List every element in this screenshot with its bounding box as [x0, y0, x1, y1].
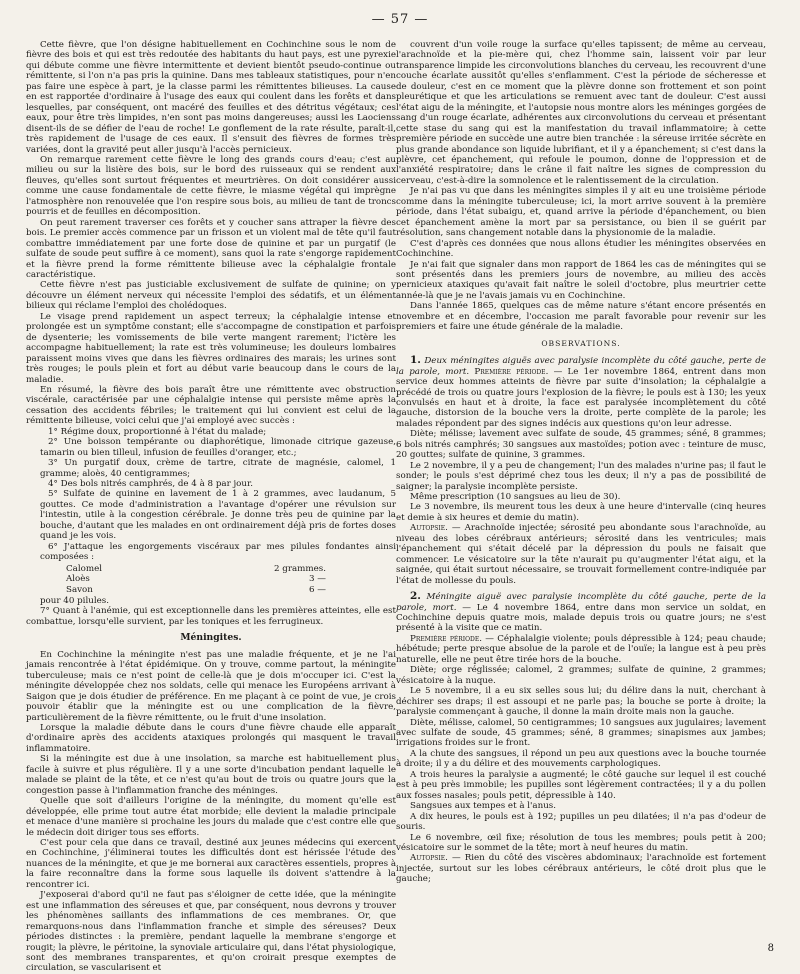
obs2-period-label: Première période.: [410, 633, 482, 644]
treatment-item-7: 7° Quant à l'anémie, qui est exceptionnelle dans les premières atteintes, elle est combattue, lorsqu'elle survient, par les toniques et les ferrugineux.: [26, 606, 396, 627]
obs1-number: 1.: [410, 354, 421, 367]
left-column: [26, 40, 396, 974]
treatment-item: 4° Des bols nitrés camphrés, de 4 à 8 par jour.: [48, 479, 253, 490]
obs2-autopsy: — Rien du côté des viscères abdominaux; l'arachnoïde est fortement injectée, surtout sur les lobes cérébraux antérieurs, le côté droit plus que le gauche;: [396, 853, 766, 885]
meningites-continued: [396, 40, 766, 333]
recipe-row: [66, 585, 326, 595]
paragraph: Cette fièvre n'est pas justiciable exclusivement de sulfate de quinine; on y découvre un élément nerveux qui nécessite l'emploi des sédatifs, et un élément bilieux qui réclame l'emploi des cholédoques.: [26, 280, 396, 312]
obs1-autopsy: — Arachnoïde injectée; sérosité peu abondante sous l'arachnoïde, au niveau des lobes cérébraux antérieurs; sérosité dans les ventricules; mais l'épanchement qui s'était décelé par la dépression du pouls ne faisait que commencer. Le vésicatoire sur la tête n'aurait pu qu'augmenter l'état aigu, et la saignée, qui était surtout nécessaire, se trouvait formellement contre-indiquée par l'état de mollesse du pouls.: [396, 523, 766, 586]
recipe-ingredient: Calomel: [66, 563, 102, 574]
observation-note: Diète; mélisse; lavement avec sulfate de soude, 45 grammes; séné, 8 grammes; 6 bols nitrés camphrés; 30 sangsues aux mastoïdes; potion avec : teinture de musc, 20 gouttes; sulfate de quinine, 3 grammes.: [396, 429, 766, 461]
page-number: — 57 —: [371, 12, 429, 27]
pill-recipe: [66, 564, 326, 595]
observation-note: Le 2 novembre, il y a peu de changement; l'un des malades n'urine pas; il faut le sonder; le pouls s'est déprimé chez tous les deux; il n'y a pas de possibilité de saigner; la paralysie incomplète persiste.: [396, 460, 766, 492]
treatment-item: 6° J'attaque les engorgements viscéraux par mes pilules fondantes ainsi composées :: [40, 541, 396, 563]
paragraph: En résumé, la fièvre des bois paraît être une rémittente avec obstruction viscérale, caractérisée par une céphalalgie intense qui persiste même après la cessation des accidents fébriles; le traitement qui lui convient est celui de la rémittente bilieuse, voici celui que j'ai employé avec succès :: [26, 384, 396, 427]
observation-note: A la chute des sangsues, il répond un peu aux questions avec la bouche tournée à droite; il y a du délire et des mouvements carphologiques.: [396, 748, 766, 770]
observation-note: A dix heures, le pouls est à 192; pupilles un peu dilatées; il n'a pas d'odeur de souris.: [396, 811, 766, 833]
section-title-meningites: Méningites.: [180, 632, 242, 644]
paragraph: Je n'ai fait que signaler dans mon rapport de 1864 les cas de méningites qui se sont présentés dans les premiers jours de novembre, au milieu des accès pernicieux ataxiques qu'avait fait naître le soleil d'octobre, plus meurtrier cette année-là que je ne l'avais jamais vu en Cochinchine.: [396, 259, 766, 301]
treatment-item: 3° Un purgatif doux, crème de tartre, citrate de magnésie, calomel, 1 gramme; aloès, 40 centigrammes;: [40, 458, 396, 479]
paragraph: Je n'ai pas vu que dans les méningites simples il y ait eu une troisième période comme dans la méningite tuberculeuse; ici, la mort arrive souvent à la première période, dans l'état subaigu, et, quand arrive la période d'épanchement, ou bien cet épanchement amène la mort par sa persistance, ou bien il se guérit par résolution, sans changement notable dans la physionomie de la maladie.: [396, 186, 766, 239]
recipe-row: [66, 574, 326, 584]
paragraph: couvrent d'un voile rouge la surface qu'elles tapissent; de même au cerveau, l'arachnoïde et la pie-mère qui, chez l'homme sain, laissent voir par leur transparence limpide les circonvolutions blanches du cerveau, les recouvrent d'une couche écarlate aussitôt qu'elles s'enflamment. C'est la période de sécheresse et de douleur, c'est en ce moment que la plèvre donne son frottement et son point pleurétique et que les articulations se remuent avec tant de douleur. C'est aussi l'état aigu de la méningite, et l'autopsie nous montre alors les méninges gorgées de sang d'un rouge écarlate, adhérentes aux circonvolutions du cerveau et présentant cette stase du sang qui est la manifestation du travail inflammatoire; à cette première période en succède une autre bien tranchée : la séreuse irritée sécrète en plus grande abondance son liquide lubrifiant, et il y a épanchement; si c'est dans la plèvre, cet épanchement, qui refoule le poumon, donne de l'oppression et de l'anxiété respiratoire; dans le crâne il fait naître les signes de compression du cerveau, c'est-à-dire la somnolence et le ralentissement de la circulation.: [396, 40, 767, 186]
observation-note: Le 5 novembre, il a eu six selles sous lui; du délire dans la nuit, cherchant à déchirer ses draps; il est assoupi et ne parle pas; la bouche se porte à droite; la paralysie commençant à gauche, il donne la main droite mais non la gauche.: [396, 686, 766, 718]
paragraph: En Cochinchine la méningite n'est pas une maladie fréquente, et je ne l'ai jamais rencontrée à l'état épidémique. On y trouve, comme partout, la méningite tuberculeuse; mais ce n'est point de celle-là que je dois m'occuper ici. C'est la méningite développée chez nos soldats, celle qui menace les Européens arrivant à Saigon que je dois étudier de préférence. En me plaçant à ce point de vue, je crois pouvoir établir que la méningite est ou une complication de la fièvre, particulièrement de la fièvre rémittente, ou le fruit d'une insolation.: [26, 649, 396, 723]
right-column: [396, 40, 766, 945]
recipe-quantity: 3 —: [309, 574, 326, 585]
obs2-text: — Le 4 novembre 1864, entre dans mon service un soldat, en Cochinchine depuis quatre mois, malade depuis trois ou quatre jours; ne s'est présenté à la visite que ce matin.: [396, 602, 766, 634]
paragraph: Cette fièvre, que l'on désigne habituellement en Cochinchine sous le nom de fièvre des bois et qui est très redoutée des habitants du haut pays, est une pyrexie qui débute comme une fièvre intermittente et devient bientôt pseudo-continue ou rémittente, si l'on n'a pas pris la quinine. Dans mes tableaux statistiques, pour n'en pas faire une espèce à part, je la classe parmi les rémittentes bilieuses. La cause en est rapportée d'ordinaire à l'usage des eaux qui coulent dans les forêts et dans lesquelles, par conséquent, ont macéré des feuilles et des détritus végétaux; ces eaux, pour être très limpides, n'en sont pas moins dangereuses; aussi les Laociens disent-ils de se défier de l'eau de roche! Le gonflement de la rate résulte, paraît-il, très rapidement de l'usage de ces eaux. Il s'ensuit des fièvres de formes très variées, dont la gravité peut aller jusqu'à l'accès pernicieux.: [26, 40, 396, 155]
observation-note: Diète; orge réglissée; calomel, 2 grammes; sulfate de quinine, 2 grammes; vésicatoire à la nuque.: [396, 665, 766, 686]
obs2-first-note: — Céphalalgie violente; pouls dépressible à 124; peau chaude; hébétude; perte presque absolue de la parole et de l'ouïe; la langue est à peu près naturelle, elle ne peut être tirée hors de la bouche.: [396, 633, 766, 665]
obs1-title: Deux méningites aiguës avec paralysie incomplète du côté gauche, perte de la parole, mort.: [396, 356, 766, 377]
treatment-item: 5° Sulfate de quinine en lavement de 1 à 2 grammes, avec laudanum, 5 gouttes. Ce mode d'administration a l'avantage d'opérer une révulsion sur l'intestin, utile à la congestion cérébrale. Je donne très peu de quinine par la bouche, d'autant que les malades en ont ordinairement déjà pris de fortes doses quand je les vois.: [40, 489, 396, 542]
paragraph: C'est d'après ces données que nous allons étudier les méningites observées en Cochinchine.: [396, 238, 766, 260]
observations-heading: OBSERVATIONS.: [541, 338, 621, 348]
paragraph: On peut rarement traverser ces forêts et y coucher sans attraper la fièvre des bois. Le premier accès commence par un frisson et un violent mal de tête qu'il faut combattre immédiatement par une forte dose de quinine et par un purgatif (le sulfate de soude peut suffire à ce moment), sans quoi la rate s'engorge rapidement et la fièvre prend la forme rémittente bilieuse avec la céphalalgie frontale caractéristique.: [26, 217, 396, 280]
paragraph: Quelle que soit d'ailleurs l'origine de la méningite, du moment qu'elle est développée, elle prime tout autre état morbide; elle devient la maladie principale et menace d'une manière si prochaine les jours du malade que c'est contre elle que le médecin doit diriger tous ses efforts.: [26, 796, 396, 838]
fever-section: [26, 40, 396, 427]
signature-mark: 8: [767, 943, 774, 954]
obs2-notes: [396, 665, 766, 853]
obs2-autopsy-label: Autopsie.: [410, 853, 448, 864]
obs1-period-label: Première période.: [474, 366, 549, 377]
recipe-ingredient: Aloès: [66, 574, 90, 585]
paragraph: C'est pour cela que dans ce travail, destiné aux jeunes médecins qui exercent en Cochinchine, j'éliminerai toutes les difficultés dont est hérissée l'étude des nuances de la méningite, et que je me bornerai aux caractères essentiels, propres à la faire reconnaître dans la forme sous laquelle ils doivent s'attendre à la rencontrer ici.: [26, 837, 396, 890]
paragraph: Le visage prend rapidement un aspect terreux; la céphalalgie intense et prolongée est un symptôme constant; elle s'accompagne de constipation et parfois de dysenterie; les vomissements de bile verte mangent rarement; l'ictère les accompagne habituellement; la rate est très volumineuse; les douleurs lombaires paraissent moins vives que dans les fièvres ordinaires des marais; les urines sont très rouges; le pouls plein et fort au début varie beaucoup dans le cours de la maladie.: [26, 311, 396, 385]
paragraph: Si la méningite est due à une insolation, sa marche est habituellement plus facile à suivre et plus régulière. Il y a une sorte d'incubation pendant laquelle le malade se plaint de la tête, et ce n'est qu'au bout de trois ou quatre jours que la congestion passe à l'inflammation franche des méninges.: [26, 754, 396, 796]
treatment-item: 1° Régime doux, proportionné à l'état du malade;: [48, 426, 267, 437]
observation-note: Même prescription (10 sangsues au lieu de 30).: [410, 492, 621, 503]
observation-1: [396, 355, 766, 586]
recipe-row: [66, 564, 326, 574]
observation-note: Le 3 novembre, ils meurent tous les deux à une heure d'intervalle (cinq heures et demie à six heures et demie du matin).: [396, 502, 766, 523]
obs1-autopsy-label: Autopsie.: [410, 523, 448, 534]
paragraph: On remarque rarement cette fièvre le long des grands cours d'eau; c'est au milieu ou sur la lisière des bois, sur le bord des ruisseaux qui se rendent aux fleuves, qu'elles sont surtout fréquentes et meurtrières. On doit considérer aussi comme une cause fondamentale de cette fièvre, le miasme végétal qui imprègne l'atmosphère non renouvelée que l'on respire sous bois, au milieu de tant de troncs pourris et de feuilles en décomposition.: [26, 154, 396, 218]
recipe-ingredient: Savon: [66, 584, 93, 595]
observation-note: A trois heures la paralysie a augmenté; le côté gauche sur lequel il est couché est à peu près immobile; les pupilles sont légèrement contractées; il y a du pollen aux fosses nasales; pouls petit, dépressible à 140.: [396, 769, 766, 801]
treatment-list: [26, 427, 396, 563]
treatment-item: 2° Une boisson tempérante ou diaphorétique, limonade citrique gazeuse, tamarin ou bien tilleul, infusion de feuilles d'oranger, etc.;: [40, 437, 396, 458]
observation-2: [396, 591, 766, 885]
paragraph: Dans l'année 1865, quelques cas de même nature s'étant encore présentés en novembre et en décembre, l'occasion me paraît favorable pour revenir sur les premiers et faire une étude générale de la maladie.: [396, 301, 766, 333]
meningites-section: [26, 650, 396, 974]
recipe-quantity: 6 —: [309, 584, 326, 595]
observation-note: Sangsues aux tempes et à l'anus.: [410, 801, 557, 812]
obs2-number: 2.: [410, 590, 421, 603]
observation-note: Le 6 novembre, œil fixe; résolution de tous les membres; pouls petit à 200; vésicatoire sur le sommet de la tête; mort à neuf heures du matin.: [396, 832, 766, 853]
paragraph: Lorsque la maladie débute dans le cours d'une fièvre chaude elle apparaît d'ordinaire après des accidents ataxiques prolongés qui masquent le travail inflammatoire.: [26, 723, 396, 754]
recipe-footer: pour 40 pilules.: [40, 596, 109, 607]
obs1-notes: [396, 429, 766, 523]
obs2-title: Méningite aiguë avec paralysie incomplète du côté gauche, perte de la parole, mort.: [396, 592, 767, 613]
paragraph: J'exposerai d'abord qu'il ne faut pas s'éloigner de cette idée, que la méningite est une inflammation des séreuses et que, par conséquent, nous devrons y trouver les phénomènes saillants des inflammations de ces membranes. Or, que remarquons-nous dans l'inflammation franche et simple des séreuses? Deux périodes distinctes : la première, pendant laquelle la membrane s'engorge et rougit; la plèvre, le péritoine, la synoviale articulaire qui, dans l'état physiologique, sont des membranes transparentes, et qu'on croirait presque exemptes de circulation, se vascularisent et: [26, 890, 396, 974]
recipe-quantity: 2 grammes.: [273, 563, 326, 574]
observation-note: Diète, mélisse, calomel, 50 centigrammes; 10 sangsues aux jugulaires; lavement avec sulfate de soude, 45 grammes; séné, 8 grammes; sinapismes aux jambes; irrigations froides sur le front.: [396, 717, 766, 749]
obs1-text: — Le 1er novembre 1864, entrent dans mon service deux hommes atteints de fièvre par suite d'insolation; la céphalalgie a précédé de trois ou quatre jours l'explosion de la fièvre; le pouls est à 130; les yeux convulsés en haut et à droite, la face est paralysée incomplètement du côté gauche, distorsion de la bouche vers la droite, perte complète de la parole; les malades répondent par des signes indécis aux questions qu'on leur adresse.: [396, 366, 766, 429]
